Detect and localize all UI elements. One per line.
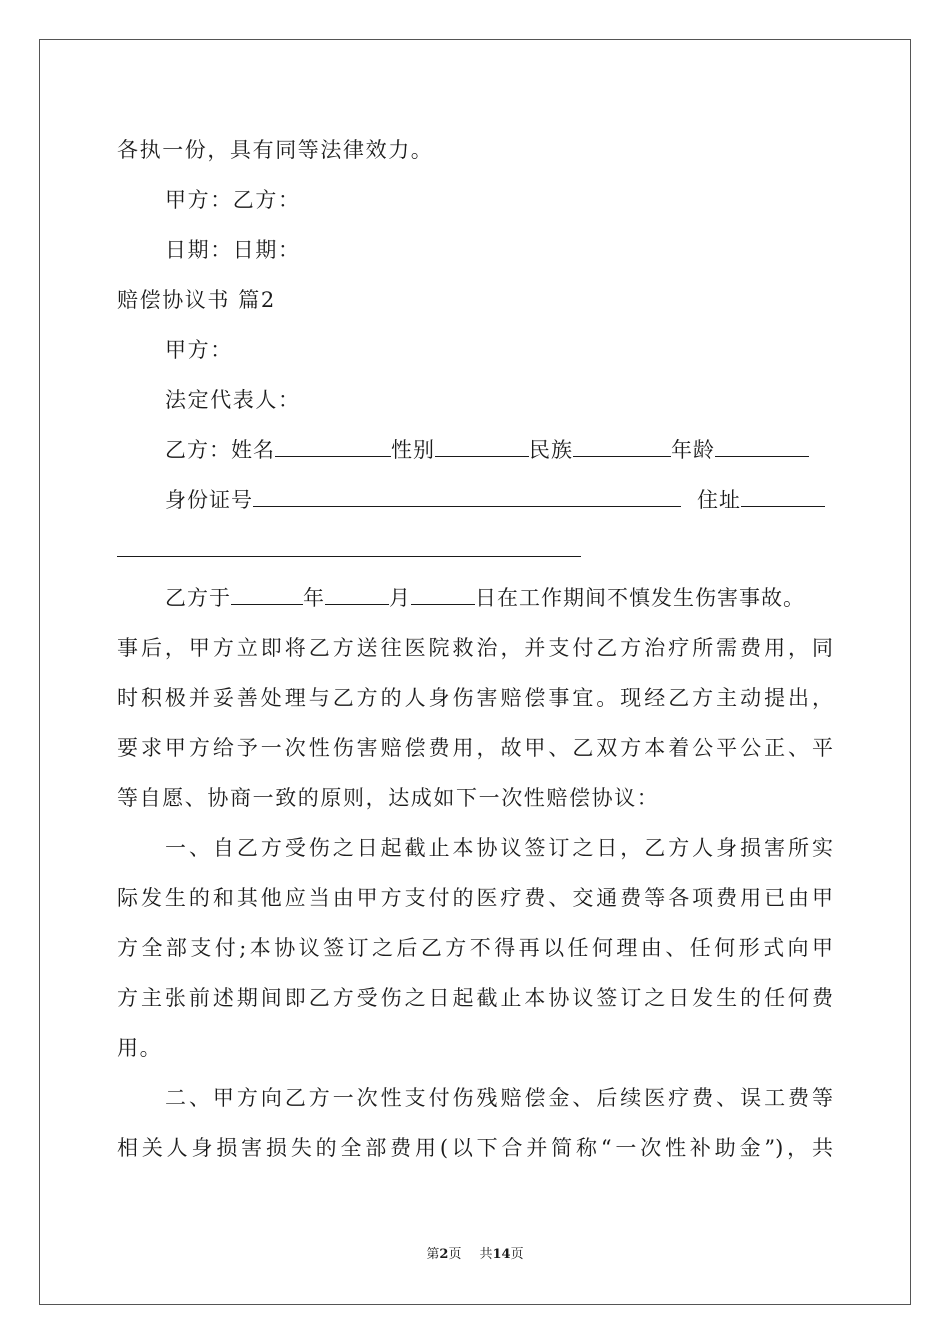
incident-date-line — [165, 584, 833, 612]
ethnicity-label: 民族 — [529, 438, 573, 462]
address-blank[interactable] — [741, 486, 825, 507]
gender-label: 性别 — [391, 438, 435, 462]
footer-page-suffix: 页 — [448, 1247, 462, 1262]
address-label: 住址 — [697, 488, 741, 512]
ethnicity-blank[interactable] — [573, 436, 671, 457]
day-blank[interactable] — [411, 584, 475, 605]
footer-page-number: 2 — [439, 1247, 449, 1262]
age-blank[interactable] — [715, 436, 809, 457]
paragraph-line: 事后，甲方立即将乙方送往医院救治，并支付乙方治疗所需费用，同 — [117, 636, 833, 660]
clause-1-line: 方全部支付;本协议签订之后乙方不得再以任何理由、任何形式向甲 — [117, 936, 833, 960]
legal-rep-label: 法定代表人： — [165, 388, 301, 412]
name-blank[interactable] — [275, 436, 391, 457]
gender-blank[interactable] — [435, 436, 529, 457]
page-border — [39, 39, 911, 1305]
paragraph-line: 时积极并妥善处理与乙方的人身伤害赔偿事宜。现经乙方主动提出， — [117, 686, 833, 710]
clause-2-line: 二、甲方向乙方一次性支付伤残赔偿金、后续医疗费、误工费等 — [165, 1086, 833, 1110]
clause-1-line: 方主张前述期间即乙方受伤之日起截止本协议签订之日发生的任何费 — [117, 986, 833, 1010]
incident-suffix: 日在工作期间不慎发生伤害事故。 — [475, 586, 805, 610]
paragraph-line: 要求甲方给予一次性伤害赔偿费用，故甲、乙双方本着公平公正、平 — [117, 736, 833, 760]
party-a-label: 甲方： — [165, 338, 233, 362]
month-label: 月 — [389, 586, 411, 610]
year-blank[interactable] — [231, 584, 303, 605]
month-blank[interactable] — [325, 584, 389, 605]
footer-total-number: 14 — [492, 1247, 511, 1262]
footer-total-label: 共 — [479, 1247, 493, 1262]
page-footer — [0, 1246, 950, 1264]
party-b-info-line — [165, 436, 833, 464]
signature-parties: 甲方：乙方： — [165, 188, 301, 212]
text-line: 各执一份，具有同等法律效力。 — [117, 138, 434, 162]
incident-prefix: 乙方于 — [165, 586, 231, 610]
age-label: 年龄 — [671, 438, 715, 462]
clause-1-line: 际发生的和其他应当由甲方支付的医疗费、交通费等各项费用已由甲 — [117, 886, 833, 910]
footer-total-suffix: 页 — [510, 1247, 524, 1262]
clause-1-line: 一、自乙方受伤之日起截止本协议签订之日，乙方人身损害所实 — [165, 836, 833, 860]
section-title: 赔偿协议书 篇2 — [117, 288, 276, 312]
address-continuation-blank[interactable] — [117, 556, 581, 557]
footer-page-label: 第 — [426, 1247, 440, 1262]
name-label: 乙方：姓名 — [165, 438, 275, 462]
paragraph-line: 等自愿、协商一致的原则，达成如下一次性赔偿协议： — [117, 786, 660, 810]
signature-dates: 日期：日期： — [165, 238, 301, 262]
id-number-blank[interactable] — [253, 486, 681, 507]
id-number-label: 身份证号 — [165, 488, 253, 512]
year-label: 年 — [303, 586, 325, 610]
clause-2-line: 相关人身损害损失的全部费用(以下合并简称“一次性补助金”)，共 — [117, 1136, 833, 1160]
id-address-line — [165, 486, 833, 514]
clause-1-line: 用。 — [117, 1036, 163, 1060]
